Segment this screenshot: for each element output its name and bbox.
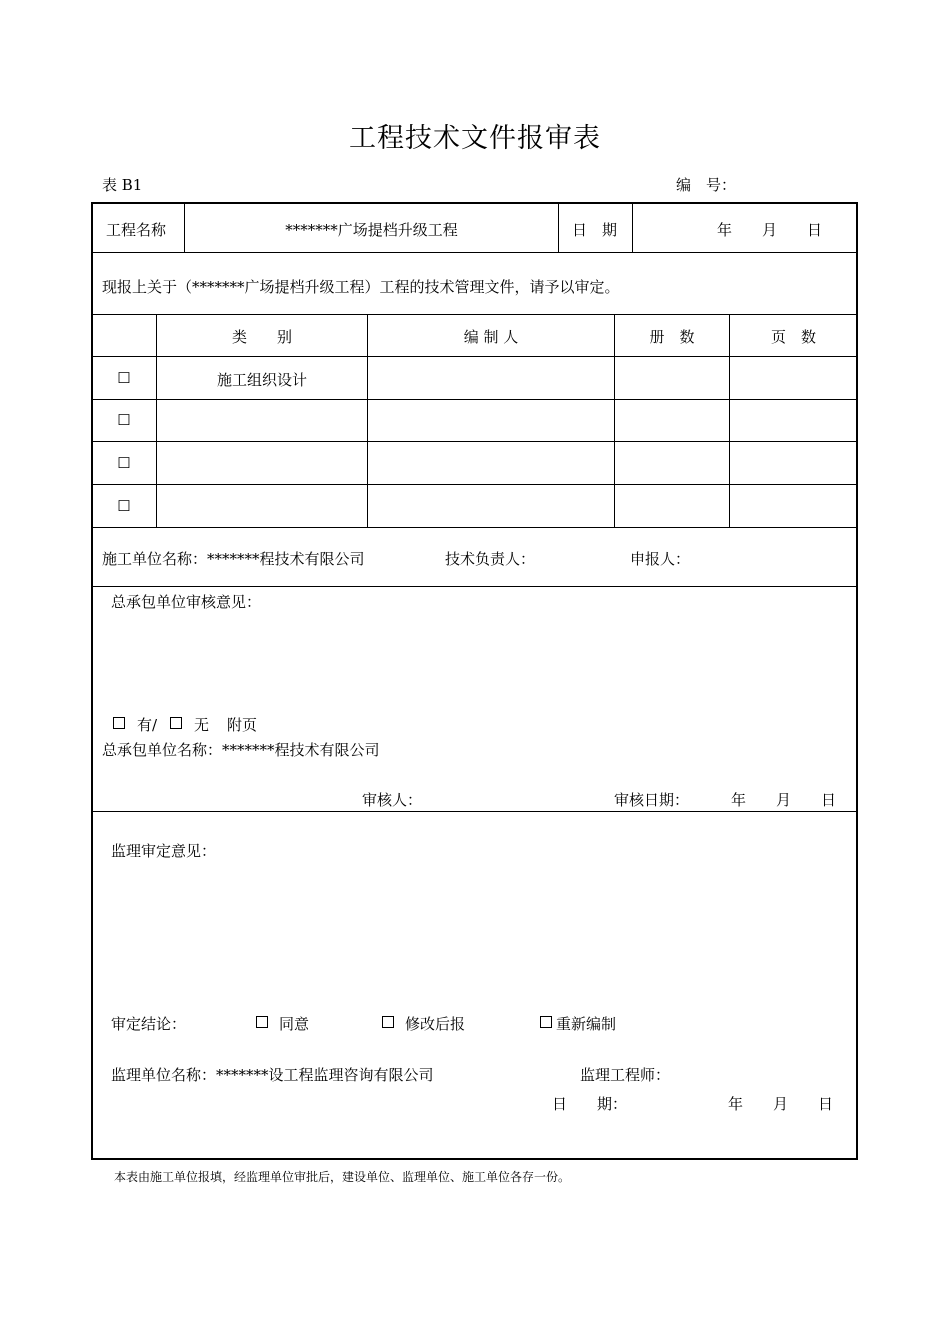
page-title: 工程技术文件报审表	[349, 123, 601, 154]
number-label: 编 号：	[676, 176, 737, 194]
row-divider	[92, 252, 857, 253]
column-header-pages: 页 数	[770, 328, 816, 346]
review-date-label: 审核日期：	[614, 791, 690, 809]
project-name-label: 工程名称	[106, 221, 167, 239]
footnote: 本表由施工单位报填，经监理单位审批后，建设单位、监理单位、施工单位各存一份。	[114, 1170, 571, 1184]
tech-lead-label: 技术负责人：	[445, 550, 536, 568]
gc-opinion-label: 总承包单位审核意见：	[111, 593, 262, 611]
supervision-date-value: 年 月 日	[728, 1095, 834, 1113]
conclusion-label: 审定结论：	[111, 1015, 187, 1033]
recompile-checkbox[interactable]	[540, 1016, 552, 1028]
col-divider	[558, 203, 559, 252]
row-divider	[92, 356, 857, 357]
row-divider	[92, 399, 857, 400]
agree-label: 同意	[279, 1015, 310, 1033]
date-value: 年 月 日	[717, 221, 823, 239]
row-category: 施工组织设计	[216, 371, 307, 389]
row-checkbox[interactable]: ☐	[117, 369, 131, 387]
supervision-opinion-label: 监理审定意见：	[111, 842, 217, 860]
row-divider	[92, 586, 857, 587]
project-name-value: *******广场提档升级工程	[285, 221, 458, 239]
row-checkbox[interactable]: ☐	[117, 497, 131, 515]
revise-checkbox[interactable]	[382, 1016, 394, 1028]
recompile-label: 重新编制	[556, 1015, 617, 1033]
row-divider	[92, 441, 857, 442]
engineer-label: 监理工程师：	[580, 1066, 671, 1084]
row-checkbox[interactable]: ☐	[117, 411, 131, 429]
attachment-yes-checkbox[interactable]	[113, 717, 125, 729]
supervision-unit: 监理单位名称：*******设工程监理咨询有限公司	[111, 1066, 434, 1084]
date-label: 日 期	[572, 221, 618, 239]
form-code: 表 B1	[102, 176, 143, 194]
attachment-no-checkbox[interactable]	[170, 717, 182, 729]
attachment-pages-label: 附页	[227, 716, 258, 734]
row-divider	[92, 314, 857, 315]
column-header-category: 类 别	[231, 328, 292, 346]
column-header-volumes: 册 数	[649, 328, 695, 346]
gc-unit: 总承包单位名称：*******程技术有限公司	[102, 741, 380, 759]
attachment-no-label: 无	[194, 716, 210, 734]
supervision-date-label: 日 期：	[552, 1095, 628, 1113]
agree-checkbox[interactable]	[256, 1016, 268, 1028]
row-checkbox[interactable]: ☐	[117, 454, 131, 472]
review-date-value: 年 月 日	[731, 791, 837, 809]
col-divider	[632, 203, 633, 252]
contractor-unit: 施工单位名称：*******程技术有限公司	[102, 550, 365, 568]
applicant-label: 申报人：	[630, 550, 691, 568]
row-divider	[92, 484, 857, 485]
column-header-author: 编 制 人	[463, 328, 519, 346]
row-divider	[92, 811, 857, 812]
row-divider	[92, 527, 857, 528]
submission-text: 现报上关于（*******广场提档升级工程）工程的技术管理文件，请予以审定。	[102, 278, 620, 296]
revise-label: 修改后报	[405, 1015, 466, 1033]
attachment-yes-label: 有/	[137, 716, 158, 734]
reviewer-label: 审核人：	[362, 791, 423, 809]
